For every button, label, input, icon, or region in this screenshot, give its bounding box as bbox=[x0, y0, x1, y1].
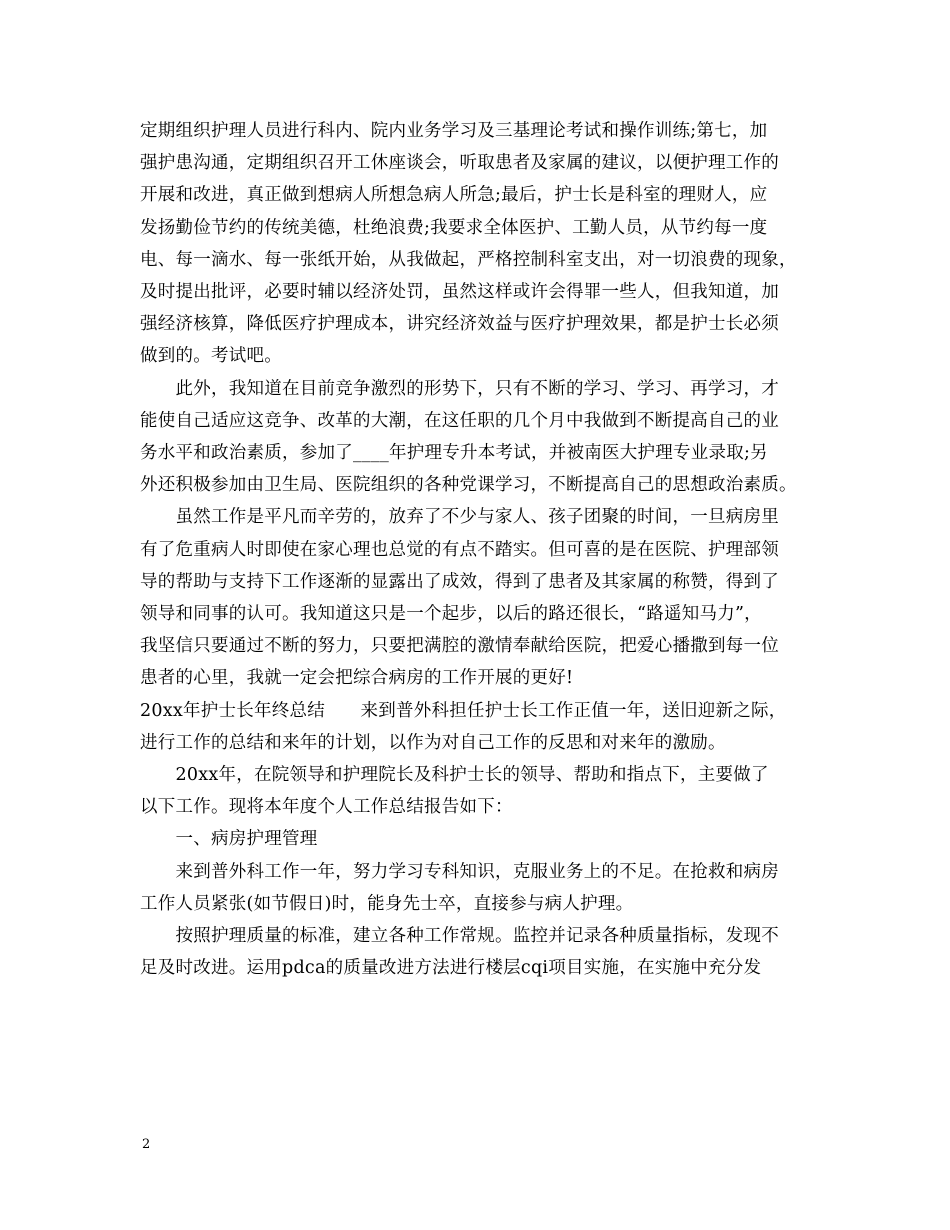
text-line: 强护患沟通，定期组织召开工休座谈会，听取患者及家属的建议，以便护理工作的 bbox=[140, 153, 779, 174]
text-line: 领导和同事的认可。我知道这只是一个起步，以后的路还很长，“路遥知马力”， bbox=[140, 604, 762, 624]
text-line: 开展和改进，真正做到想病人所想急病人所急;最后，护士长是科室的理财人，应 bbox=[140, 185, 768, 206]
text-line: 做到的。考试吧。 bbox=[140, 346, 282, 367]
text-line: 我坚信只要通过不断的努力，只要把满腔的激情奉献给医院，把爱心播撒到每一位 bbox=[140, 636, 779, 657]
text-line: 以下工作。现将本年度个人工作总结报告如下： bbox=[140, 797, 513, 818]
text-line: 电、每一滴水、每一张纸开始，从我做起，严格控制科室支出，对一切浪费的现象， bbox=[140, 249, 797, 270]
text-line: 强经济核算，降低医疗护理成本，讲究经济效益与医疗护理效果，都是护士长必须 bbox=[140, 314, 779, 335]
text-line: 虽然工作是平凡而辛劳的，放弃了不少与家人、孩子团聚的时间，一旦病房里 bbox=[140, 507, 779, 528]
text-line: 20xx年护士长年终总结 来到普外科担任护士长工作正值一年，送旧迎新之际， bbox=[140, 700, 787, 721]
text-line: 外还积极参加由卫生局、医院组织的各种党课学习，不断提高自己的思想政治素质。 bbox=[140, 475, 797, 496]
text-line: 来到普外科工作一年，努力学习专科知识，克服业务上的不足。在抢救和病房 bbox=[140, 861, 779, 882]
page-number: 2 bbox=[142, 1137, 151, 1152]
text-line: 此外，我知道在目前竞争激烈的形势下，只有不断的学习、学习、再学习，才 bbox=[140, 378, 779, 399]
text-line: 20xx年，在院领导和护理院长及科护士长的领导、帮助和指点下，主要做了 bbox=[140, 765, 769, 785]
text-line: 及时提出批评，必要时辅以经济处罚，虽然这样或许会得罪一些人，但我知道，加 bbox=[140, 282, 779, 302]
text-line: 患者的心里，我就一定会把综合病房的工作开展的更好! bbox=[140, 668, 574, 689]
text-line: 能使自己适应这竞争、改革的大潮，在这任职的几个月中我做到不断提高自己的业 bbox=[140, 410, 779, 431]
text-line: 发扬勤俭节约的传统美德，杜绝浪费;我要求全体医护、工勤人员，从节约每一度 bbox=[140, 217, 768, 238]
text-line: 定期组织护理人员进行科内、院内业务学习及三基理论考试和操作训练;第七，加 bbox=[140, 121, 768, 141]
text-line: 按照护理质量的标准，建立各种工作常规。监控并记录各种质量指标，发现不 bbox=[140, 926, 779, 946]
text-line: 有了危重病人时即使在家心理也总觉的有点不踏实。但可喜的是在医院、护理部领 bbox=[140, 539, 779, 560]
text-line: 一、病房护理管理 bbox=[140, 829, 318, 850]
text-line: 导的帮助与支持下工作逐渐的显露出了成效，得到了患者及其家属的称赞，得到了 bbox=[140, 571, 779, 592]
text-line: 务水平和政治素质，参加了____年护理专升本考试，并被南医大护理专业录取;另 bbox=[140, 443, 768, 463]
text-line: 进行工作的总结和来年的计划，以作为对自己工作的反思和对来年的激励。 bbox=[140, 732, 726, 753]
text-line: 工作人员紧张(如节假日)时，能身先士卒，直接参与病人护理。 bbox=[140, 893, 634, 914]
text-line: 足及时改进。运用pdca的质量改进方法进行楼层cqi项目实施，在实施中充分发 bbox=[140, 958, 762, 979]
